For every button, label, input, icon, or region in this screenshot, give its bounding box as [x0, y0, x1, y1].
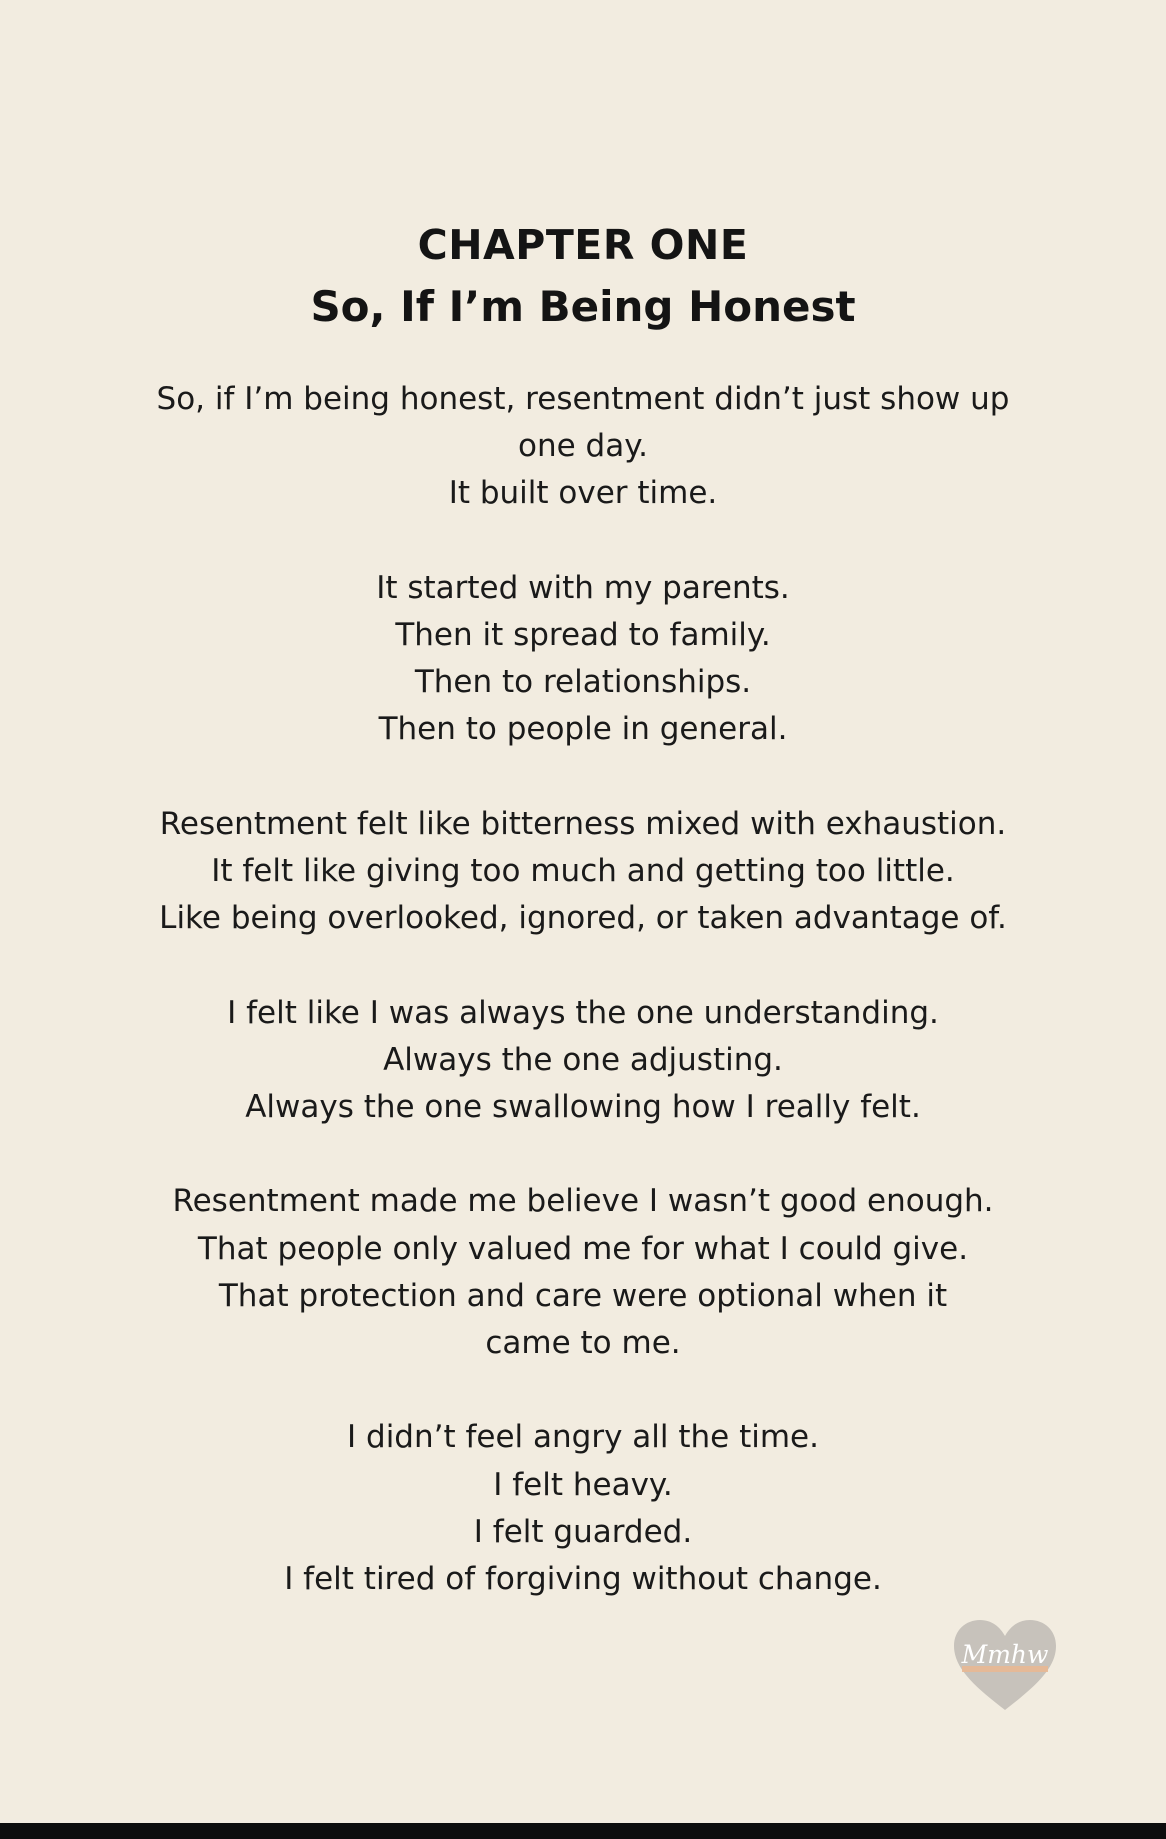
text-line: So, if I’m being honest, resentment didn’t just show up	[156, 381, 1010, 417]
paragraph	[90, 565, 1076, 754]
text-line: Always the one adjusting.	[383, 1041, 783, 1078]
text-line: came to me.	[485, 1325, 681, 1361]
paragraph-gap	[90, 942, 1076, 989]
paragraph-gap	[90, 518, 1076, 565]
text-line: I felt like I was always the one understanding.	[227, 994, 939, 1031]
bottom-bar	[0, 1823, 1166, 1839]
text-line: Then to relationships.	[414, 664, 752, 701]
chapter-body	[90, 376, 1076, 1603]
paragraph-gap	[90, 754, 1076, 801]
paragraph	[90, 1178, 1076, 1367]
text-line: I felt guarded.	[473, 1513, 693, 1550]
chapter-title: So, If I’m Being Honest	[310, 282, 856, 331]
text-line: I felt tired of forgiving without change.	[284, 1561, 882, 1597]
text-line: It felt like giving too much and getting too little.	[211, 853, 955, 889]
paragraph	[90, 801, 1076, 943]
text-line: Resentment made me believe I wasn’t good enough.	[172, 1183, 994, 1220]
paragraph	[90, 376, 1076, 518]
text-line: It started with my parents.	[376, 569, 790, 606]
text-line: That people only valued me for what I could give.	[197, 1230, 969, 1267]
text-line: I didn’t feel angry all the time.	[347, 1419, 819, 1456]
paragraph-gap	[90, 1367, 1076, 1414]
chapter-label: CHAPTER ONE	[417, 221, 749, 269]
paragraph-gap	[90, 1131, 1076, 1178]
text-line: Then to people in general.	[378, 711, 788, 748]
text-line: Then it spread to family.	[395, 617, 771, 653]
watermark-logo	[952, 1618, 1058, 1714]
text-line: Like being overlooked, ignored, or taken advantage of.	[159, 900, 1007, 937]
text-line: That protection and care were optional when it	[218, 1277, 948, 1314]
text-line: I felt heavy.	[493, 1466, 673, 1503]
text-line: one day.	[518, 428, 648, 465]
chapter-heading	[0, 214, 1166, 338]
watermark-text: Mmhw	[961, 1640, 1049, 1669]
text-line: Resentment felt like bitterness mixed with exhaustion.	[159, 805, 1007, 842]
text-line: It built over time.	[448, 475, 718, 512]
paragraph	[90, 1414, 1076, 1603]
paragraph	[90, 990, 1076, 1132]
text-line: Always the one swallowing how I really felt.	[245, 1089, 921, 1125]
